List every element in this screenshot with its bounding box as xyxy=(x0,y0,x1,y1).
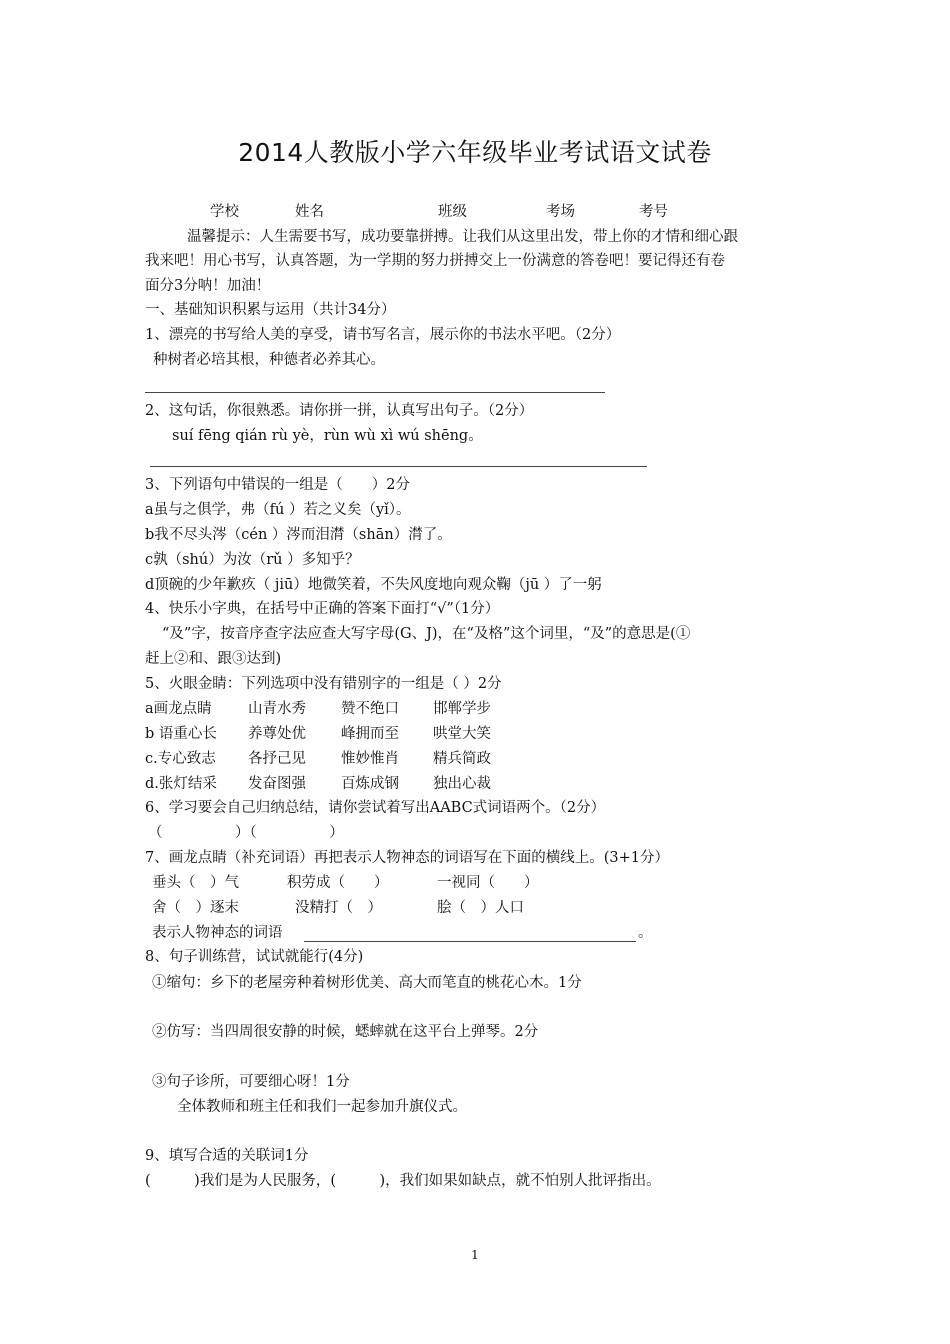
question-3-option-b: b我不尽头涔（cén ）涔而泪潸（shān）潸了。 xyxy=(145,527,452,543)
tip-line: 我来吧！用心书写，认真答题，为一学期的努力拼搏交上一份满意的答卷吧！要记得还有卷 xyxy=(145,253,725,269)
question-4-prompt: 4、快乐小字典，在括号中正确的答案下面打“√”（1分） xyxy=(145,601,500,617)
idiom: 惟妙惟肖 xyxy=(341,751,399,767)
class-label: 班级 xyxy=(438,204,467,220)
question-8-sentence: 全体教师和班主任和我们一起参加升旗仪式。 xyxy=(177,1099,467,1115)
question-3-option-a: a虽与之俱学，弗（fú ）若之义矣（yǐ）。 xyxy=(145,502,411,518)
question-3-prompt: 3、下列语句中错误的一组是（ ）2分 xyxy=(145,477,410,493)
question-7-prompt: 7、画龙点睛（补充词语）再把表示人物神态的词语写在下面的横线上。(3+1分） xyxy=(145,850,669,866)
tip-line: 面分3分呐！加油！ xyxy=(145,278,271,294)
idiom-blank[interactable]: 脍（ ）人口 xyxy=(437,900,524,916)
question-5-option-row xyxy=(145,724,745,744)
question-7-row xyxy=(152,873,652,893)
answer-line[interactable] xyxy=(145,392,605,393)
question-5-option-row xyxy=(145,774,745,794)
student-info-row xyxy=(0,202,950,222)
idiom-blank[interactable]: 舍（ ）逐末 xyxy=(152,900,239,916)
idiom-blank[interactable]: 没精打（ ） xyxy=(295,900,382,916)
question-4-body: 赶上②和、跟③达到) xyxy=(145,651,282,667)
question-1-prompt: 1、漂亮的书写给人美的享受，请书写名言，展示你的书法水平吧。（2分） xyxy=(145,327,621,343)
idiom-blank[interactable]: 积劳成（ ） xyxy=(287,875,389,891)
tip-line: 温馨提示：人生需要书写，成功要靠拼搏。让我们从这里出发，带上你的才情和细心跟 xyxy=(187,229,738,245)
question-8-part-2: ②仿写：当四周很安静的时候，蟋蟀就在这平台上弹琴。2分 xyxy=(152,1024,539,1040)
question-1-quote: 种树者必培其根，种德者必养其心。 xyxy=(153,352,385,368)
question-6-blanks[interactable]: （ ）（ ） xyxy=(148,825,344,841)
idiom: 峰拥而至 xyxy=(341,726,399,742)
question-7-fill-end: 。 xyxy=(638,925,653,941)
idiom: c.专心致志 xyxy=(145,751,216,767)
question-7-row xyxy=(152,898,652,918)
answer-line[interactable] xyxy=(150,466,647,467)
idiom: 养尊处优 xyxy=(248,726,306,742)
idiom: a画龙点睛 xyxy=(145,701,212,717)
question-3-option-d: d顶碗的少年歉疚（ jiū）地微笑着，不失风度地向观众鞠（jū ）了一躬 xyxy=(145,577,602,593)
question-3-option-c: c孰（shú）为汝（rǔ ）多知乎？ xyxy=(145,552,360,568)
question-8-prompt: 8、句子训练营，试试就能行(4分) xyxy=(145,949,364,965)
question-5-option-row xyxy=(145,699,745,719)
idiom-blank[interactable]: 一视同（ ） xyxy=(437,875,539,891)
idiom: 邯郸学步 xyxy=(433,701,491,717)
idiom: d.张灯结采 xyxy=(145,776,217,792)
question-9-prompt: 9、填写合适的关联词1分 xyxy=(145,1148,309,1164)
question-5-prompt: 5、火眼金睛：下列选项中没有错别字的一组是（ ）2分 xyxy=(145,676,502,692)
section-heading: 一、基础知识积累与运用（共计34分） xyxy=(145,302,396,318)
question-2-prompt: 2、这句话，你很熟悉。请你拼一拼，认真写出句子。（2分） xyxy=(145,403,534,419)
question-4-body: “及”字，按音序查字法应查大写字母(G、J)，在“及格”这个词里，“及”的意思是(① xyxy=(162,626,691,642)
question-8-part-1: ①缩句：乡下的老屋旁种着树形优美、高大而笔直的桃花心木。1分 xyxy=(152,975,582,991)
question-8-part-3: ③句子诊所，可要细心呀！1分 xyxy=(152,1074,350,1090)
idiom: 赞不绝口 xyxy=(341,701,399,717)
idiom: 精兵简政 xyxy=(433,751,491,767)
idiom: 百炼成钢 xyxy=(341,776,399,792)
idiom-blank[interactable]: 垂头（ ）气 xyxy=(152,875,239,891)
idiom: 独出心裁 xyxy=(433,776,491,792)
question-9-sentence: ( )我们是为人民服务，( )，我们如果如缺点，就不怕别人批评指出。 xyxy=(145,1173,661,1189)
school-label: 学校 xyxy=(210,204,239,220)
idiom: b 语重心长 xyxy=(145,726,217,742)
name-label: 姓名 xyxy=(295,204,324,220)
question-7-fill-label: 表示人物神态的词语 xyxy=(152,925,283,941)
idiom: 哄堂大笑 xyxy=(433,726,491,742)
exam-number-label: 考号 xyxy=(639,204,668,220)
idiom: 各抒己见 xyxy=(248,751,306,767)
idiom: 山青水秀 xyxy=(248,701,306,717)
answer-line[interactable] xyxy=(304,941,636,942)
exam-room-label: 考场 xyxy=(546,204,575,220)
question-6-prompt: 6、学习要会自己归纳总结，请你尝试着写出AABC式词语两个。（2分） xyxy=(145,800,606,816)
page-number: 1 xyxy=(471,1248,479,1262)
question-2-pinyin: suí fēng qián rù yè，rùn wù xì wú shēng。 xyxy=(172,428,483,444)
idiom: 发奋图强 xyxy=(248,776,306,792)
question-5-option-row xyxy=(145,749,745,769)
page-title: 2014人教版小学六年级毕业考试语文试卷 xyxy=(238,138,712,167)
